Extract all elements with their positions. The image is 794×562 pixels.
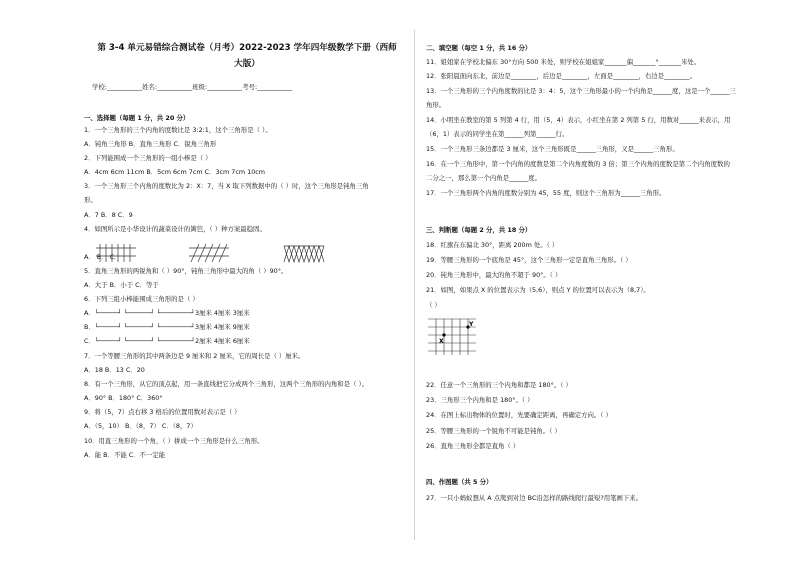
student-info-line: 学校:___________姓名:___________班级:___________考号:___________ bbox=[92, 83, 293, 91]
question-16-cont: 二分之一，那么第一个内角是______度。 bbox=[426, 174, 542, 182]
question-20: 20．钝角三角形中，最大的角不超于 90°。（ ） bbox=[426, 271, 562, 279]
question-14: 14．小明坐在教室的第 5 列第 4 行，用（5，4）表示，小红坐在第 2 列第 5 行，用数对______来表示，用 bbox=[426, 116, 731, 124]
question-4: 4．如图所示是小华设计的蔬菜设计的篱笆，（ ）种方案最稳固。 bbox=[84, 225, 266, 233]
question-8-options: A．90° B．180° C．360° bbox=[84, 394, 163, 402]
question-3: 3．一个三角形三个内角的度数比为 2：X：7，当 X 取下列数据中的（ ）时，这个三角形是钝角三角 bbox=[84, 182, 369, 190]
question-7-options: A．18 B．13 C．20 bbox=[84, 366, 145, 374]
point-x-label: X bbox=[439, 338, 444, 345]
question-5-options: A．大于 B．小于 C．等于 bbox=[84, 281, 159, 289]
question-5: 5．直角三角形的两锐角和（ ）90°，钝角三角形中最大的角（ ）90°。 bbox=[84, 267, 288, 275]
title-line-1: 第 3-4 单元易错综合测试卷（月考）2022-2023 学年四年级数学下册（西师 bbox=[97, 43, 397, 53]
question-16: 16．在一个三角形中，第一个内角的度数是第二个内角度数的 3 倍；第三个内角的度数是第二个内角度数的 bbox=[426, 160, 730, 168]
question-24: 24．在图上标出物体的位置时，先要确定距离，再确定方向。（ ） bbox=[426, 411, 612, 419]
question-3-cont: 形。 bbox=[84, 196, 97, 204]
question-9-options: A．（5，10） B．（8，7） C．（8，7） bbox=[84, 422, 197, 430]
question-6-option-c: C．└─────┘ └──────┘ └────────┘2厘米 4厘米 6厘米 bbox=[84, 337, 250, 345]
section-draw-heading: 四、作图题（共 5 分） bbox=[426, 478, 493, 486]
question-11: 11．姐姐家在学校北偏东 30°方向 500 米处，则学校在姐姐家_______偏_______°_______米处。 bbox=[426, 58, 701, 66]
question-6-option-a: A．└─────┘ └──────┘ └────────┘3厘米 4厘米 3厘米 bbox=[84, 309, 250, 317]
question-19: 19．等腰三角形的一个底角是 45°，这个三角形一定是直角三角形。（ ） bbox=[426, 256, 632, 264]
question-15: 15．一个三角形三条边都是 3 厘米，这个三角形既是______三角形，又是______三角形。 bbox=[426, 145, 679, 153]
question-2-options: A．4cm 6cm 11cm B．5cm 6cm 7cm C．3cm 7cm 10cm bbox=[84, 168, 266, 176]
point-x-marker bbox=[442, 333, 445, 336]
section-choice-heading: 一、选择题（每题 1 分，共 20 分） bbox=[84, 114, 190, 122]
point-y-label: Y bbox=[469, 321, 474, 328]
question-12: 12．张阳晨面向东北，前边是________，后边是________，左面是________，右边是________。 bbox=[426, 72, 697, 80]
question-18: 18．红旗在东偏北 30°，距离 200m 处。（ ） bbox=[426, 241, 559, 249]
question-13: 13．一个三角形的三个内角度数的比是 3：4：5，这个三角形最小的一个内角是______度，这是一个______三 bbox=[426, 87, 736, 95]
question-7: 7．一个等腰三角形的其中两条边是 9 厘米和 2 厘米，它的周长是（ ）厘米。 bbox=[84, 352, 305, 360]
question-21: 21．如图，如果点 X 的位置表示为（5,6），则点 Y 的位置可以表示为（8,7）。 bbox=[426, 286, 650, 294]
fence-figure-c bbox=[284, 242, 324, 264]
question-23: 23．三角形三个内角和是 180°。（ ） bbox=[426, 396, 534, 404]
fence-figure-a bbox=[96, 242, 136, 264]
question-8: 8．有一个三角形，从它的顶点起，用一条直线把它分成两个三角形，这两个三角形的内角和是（ ）。 bbox=[84, 380, 369, 388]
question-9: 9．将（5，7）点右移 3 格后的位置用数对表示是（ ） bbox=[84, 408, 241, 416]
section-fill-heading: 二、填空题（每空 1 分，共 16 分） bbox=[426, 44, 532, 52]
question-3-options: A．7 B．8 C．9 bbox=[84, 211, 133, 219]
question-4-options: A． B． C． bbox=[84, 253, 121, 261]
question-2: 2．下列能围成一个三角形的一组小棒是（ ） bbox=[84, 154, 212, 162]
column-divider bbox=[414, 30, 415, 540]
question-6: 6．下列三组小棒能围成三角形的是（ ） bbox=[84, 295, 199, 303]
question-10: 10．用直三角形的一个角，（ ）拼成一个三角形是什么三角形。 bbox=[84, 437, 264, 445]
coordinate-grid-figure bbox=[428, 319, 480, 359]
question-26: 26．直角三角形全都是直角（ ） bbox=[426, 442, 520, 450]
exam-title bbox=[82, 40, 412, 73]
title-line-2: 大版） bbox=[234, 59, 260, 70]
fence-figure-b bbox=[189, 242, 229, 264]
question-25: 25．等腰三角形的一个锐角不可能是钝角。（ ） bbox=[426, 427, 561, 435]
question-6-option-b: B．└─────┘ └──────┘ └────────┘3厘米 4厘米 9厘米 bbox=[84, 323, 250, 331]
question-1-options: A．钝角三角形 B．直角三角形 C．锐角三角形 bbox=[84, 140, 217, 148]
question-22: 22．任意一个三角形的三个内角和都是 180°。（ ） bbox=[426, 381, 572, 389]
question-1: 1．一个三角形的三个内角的度数比是 3:2:1，这个三角形是（ ）。 bbox=[84, 126, 272, 134]
question-14-cont: （6，1）表示的同学坐在第______列第______行。 bbox=[426, 130, 569, 138]
question-17: 17．一个三角形两个内角的度数分别为 45，55 度，则这个三角形为______三角形。 bbox=[426, 189, 666, 197]
question-21-answer: （ ） bbox=[426, 301, 441, 309]
question-13-cont: 角形。 bbox=[426, 101, 446, 109]
question-10-options: A．能 B．不能 C．不一定能 bbox=[84, 451, 166, 459]
question-27: 27．一只小蚂蚁想从 A 点爬到对边 BC沿怎样的路线爬行最短?用笔画下来。 bbox=[426, 494, 643, 502]
section-judge-heading: 三、判断题（每题 2 分，共 18 分） bbox=[426, 226, 532, 234]
